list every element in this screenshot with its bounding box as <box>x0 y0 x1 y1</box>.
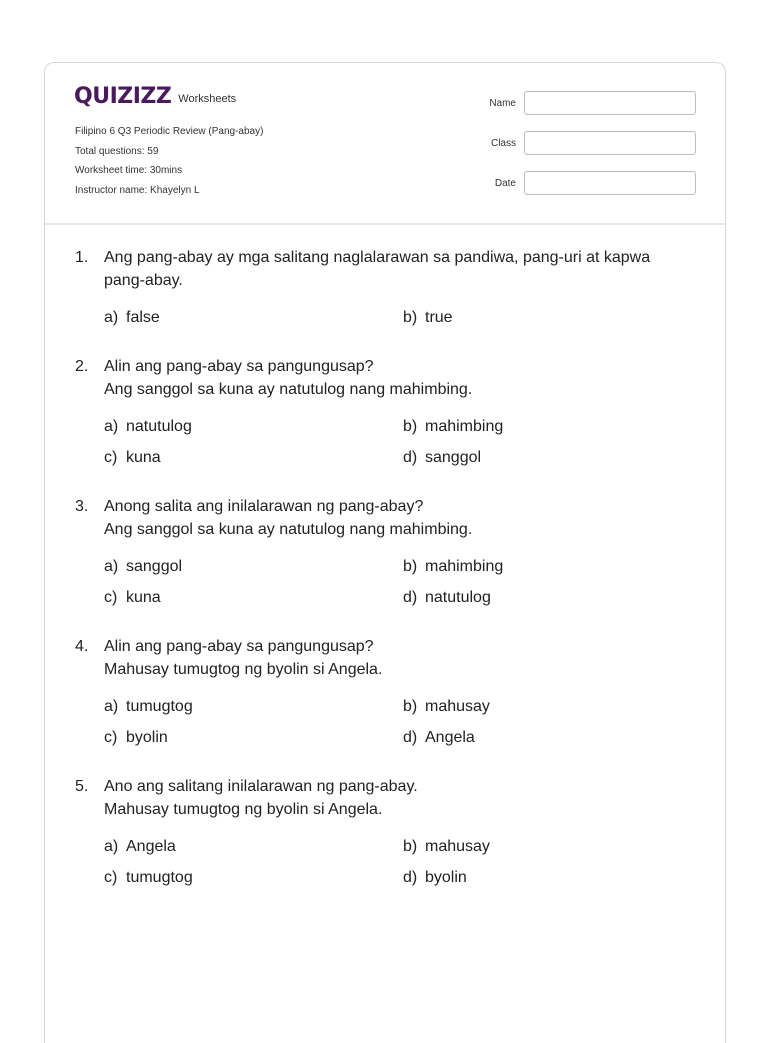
answer-options <box>104 415 695 469</box>
answer-options <box>104 835 695 889</box>
class-field-row <box>465 131 696 155</box>
option-d[interactable] <box>403 726 693 749</box>
option-b[interactable] <box>403 555 693 578</box>
option-a[interactable] <box>104 555 403 578</box>
option-letter: a) <box>104 838 119 855</box>
option-text: tumugtog <box>126 698 193 715</box>
option-letter: a) <box>104 558 119 575</box>
worksheet-meta <box>75 125 263 203</box>
quizizz-logo: QUIZIZZ <box>74 84 172 109</box>
name-field-row <box>465 91 696 115</box>
question-4 <box>75 635 695 749</box>
option-b[interactable] <box>403 695 693 718</box>
option-letter: d) <box>403 869 418 886</box>
question-text: Anong salita ang inilalarawan ng pang-abay? <box>104 498 424 515</box>
option-text: byolin <box>126 729 168 746</box>
option-d[interactable] <box>403 586 693 609</box>
brand-subtitle: Worksheets <box>178 93 237 105</box>
date-field-row <box>465 171 696 195</box>
option-letter: d) <box>403 729 418 746</box>
option-letter: b) <box>403 838 418 855</box>
option-c[interactable] <box>104 726 403 749</box>
option-letter: a) <box>104 309 119 326</box>
option-letter: c) <box>104 729 118 746</box>
question-2 <box>75 355 695 469</box>
option-c[interactable] <box>104 866 403 889</box>
option-letter: a) <box>104 418 119 435</box>
question-text: Ang pang-abay ay mga salitang naglalarawan sa pandiwa, pang-uri at kapwa pang-abay. <box>104 249 651 289</box>
name-label: Name <box>489 97 516 109</box>
question-1 <box>75 246 695 329</box>
question-sentence: Ang sanggol sa kuna ay natutulog nang mahimbing. <box>104 521 473 538</box>
answer-options <box>104 306 695 329</box>
question-text: Alin ang pang-abay sa pangungusap? <box>104 638 374 655</box>
option-text: byolin <box>425 869 467 886</box>
instructor-name: Instructor name: Khayelyn L <box>75 184 200 196</box>
question-number: 1. <box>75 249 89 266</box>
class-input[interactable] <box>524 131 696 155</box>
date-input[interactable] <box>524 171 696 195</box>
answer-options <box>104 555 695 609</box>
question-sentence: Mahusay tumugtog ng byolin si Angela. <box>104 661 383 678</box>
option-text: Angela <box>126 838 176 855</box>
option-a[interactable] <box>104 695 403 718</box>
question-sentence: Ang sanggol sa kuna ay natutulog nang mahimbing. <box>104 381 473 398</box>
question-list <box>75 246 695 915</box>
class-label: Class <box>490 137 516 149</box>
option-letter: b) <box>403 309 418 326</box>
option-letter: b) <box>403 698 418 715</box>
question-5 <box>75 775 695 889</box>
worksheet-time: Worksheet time: 30mins <box>75 165 183 176</box>
question-number: 2. <box>75 358 89 375</box>
worksheet-card <box>44 62 726 1043</box>
worksheet-title: Filipino 6 Q3 Periodic Review (Pang-abay) <box>75 126 264 137</box>
total-questions: Total questions: 59 <box>75 145 159 157</box>
brand <box>74 85 236 109</box>
question-number: 3. <box>75 498 89 515</box>
option-text: kuna <box>126 449 161 466</box>
option-a[interactable] <box>104 415 403 438</box>
option-text: natutulog <box>126 418 192 435</box>
option-letter: c) <box>104 869 118 886</box>
option-d[interactable] <box>403 866 693 889</box>
option-letter: d) <box>403 449 418 466</box>
option-d[interactable] <box>403 446 693 469</box>
option-a[interactable] <box>104 306 403 329</box>
option-text: tumugtog <box>126 869 193 886</box>
option-text: sanggol <box>425 449 482 466</box>
date-label: Date <box>494 177 516 189</box>
question-number: 5. <box>75 778 89 795</box>
option-text: mahimbing <box>425 558 504 575</box>
option-text: mahusay <box>425 838 490 855</box>
question-sentence: Mahusay tumugtog ng byolin si Angela. <box>104 801 383 818</box>
option-b[interactable] <box>403 415 693 438</box>
option-b[interactable] <box>403 306 693 329</box>
option-text: mahusay <box>425 698 490 715</box>
question-number: 4. <box>75 638 89 655</box>
student-fields <box>465 91 696 211</box>
answer-options <box>104 695 695 749</box>
option-letter: b) <box>403 558 418 575</box>
option-text: mahimbing <box>425 418 504 435</box>
option-letter: c) <box>104 589 118 606</box>
question-text: Alin ang pang-abay sa pangungusap? <box>104 358 374 375</box>
option-text: sanggol <box>126 558 183 575</box>
option-text: true <box>425 309 453 326</box>
option-letter: b) <box>403 418 418 435</box>
option-text: Angela <box>425 729 475 746</box>
worksheet-header <box>45 63 725 225</box>
question-3 <box>75 495 695 609</box>
option-c[interactable] <box>104 446 403 469</box>
option-a[interactable] <box>104 835 403 858</box>
question-text: Ano ang salitang inilalarawan ng pang-abay. <box>104 778 418 795</box>
name-input[interactable] <box>524 91 696 115</box>
option-text: kuna <box>126 589 161 606</box>
option-text: natutulog <box>425 589 491 606</box>
option-letter: d) <box>403 589 418 606</box>
option-c[interactable] <box>104 586 403 609</box>
option-text: false <box>126 309 160 326</box>
option-letter: c) <box>104 449 118 466</box>
option-letter: a) <box>104 698 119 715</box>
option-b[interactable] <box>403 835 693 858</box>
